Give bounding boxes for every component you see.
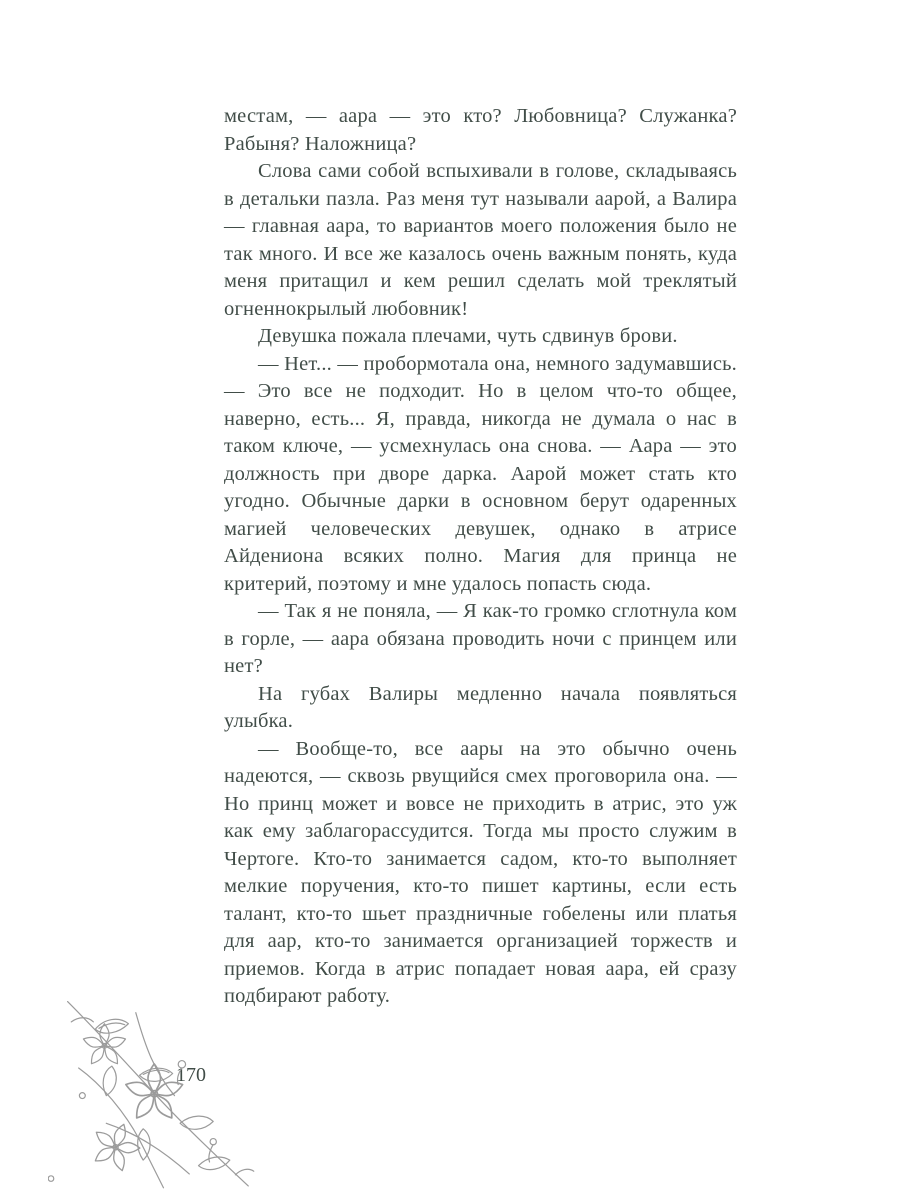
page-number: 170: [176, 1064, 206, 1086]
page-text: [224, 103, 737, 1011]
paragraph: — Нет... — пробормотала она, немного задумавшись. — Это все не подходит. Но в целом что-то общее, наверно, есть... Я, правда, никогда не думала о нас в таком ключе, — усмехнулась она снова. — Аара — это должность при дворе дарка. Аарой может стать кто угодно. Обычные дарки в основном берут одаренных магией человеческих девушек, однако в атрисе Айдениона всяких полно. Магия для принца не критерий, поэтому и мне удалось попасть сюда.: [224, 352, 737, 595]
paragraph: — Вообще-то, все аары на это обычно очень надеются, — сквозь рвущийся смех проговорила она. — Но принц может и вовсе не приходить в атрис, это уж как ему заблагорассудится. Тогда мы просто служим в Чертоге. Кто-то занимается садом, кто-то выполняет мелкие поручения, кто-то пишет картины, если есть талант, кто-то шьет праздничные гобелены или платья для аар, кто-то занимается организацией торжеств и приемов. Когда в атрис попадает новая аара, ей сразу подбирают работу.: [224, 737, 737, 1007]
paragraph: Девушка пожала плечами, чуть сдвинув брови.: [258, 325, 678, 347]
paragraph: — Так я не поняла, — Я как-то громко сглотнула ком в горле, — аара обязана проводить ночи с принцем или нет?: [224, 600, 737, 677]
paragraph: На губах Валиры медленно начала появляться улыбка.: [224, 682, 737, 732]
paragraph: местам, — аара — это кто? Любовница? Служанка? Рабыня? Наложница?: [224, 105, 737, 155]
paragraph: Слова сами собой вспыхивали в голове, складываясь в детальки пазла. Раз меня тут называли аарой, а Валира — главная аара, то вариантов моего положения было не так много. И все же казалось очень важным понять, куда меня притащил и кем решил сделать мой треклятый огненнокрылый любовник!: [224, 160, 737, 320]
floral-corner-ornament-icon: [48, 985, 266, 1197]
